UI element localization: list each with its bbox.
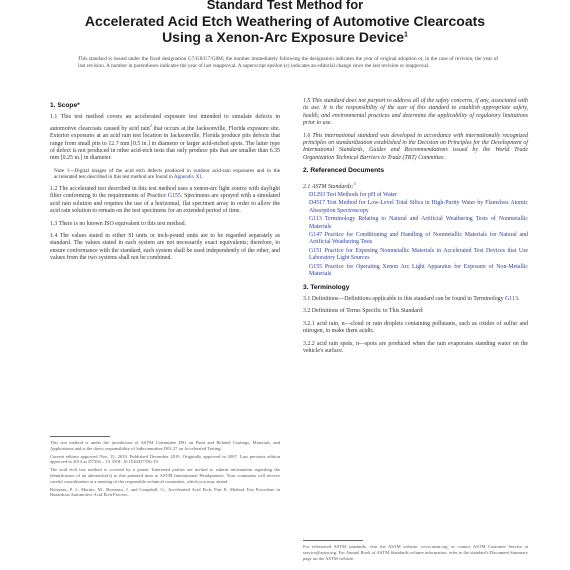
reference-title-link[interactable]: Terminology Relating to Natural and Artificial Weathering Tests of Nonmetallic Materials xyxy=(309,216,529,230)
section-1-1-text-b: that occurs at the Jacksonville, Florida exposure site. Exterior exposures at an acid rain test location in Jacksonville, Florida produce pits defects that range from small pits to 12.7 mm [0.5 in.] in diameter or larger acid-etched spots. The latter type of defect is not produced in other acid-etch tests that only produce pits that are smaller than 6.35 mm [0.25 in.] in diameter. xyxy=(50,125,280,162)
reference-item xyxy=(309,232,528,247)
section-1-2 xyxy=(50,186,280,216)
reference-code-link[interactable]: G155 xyxy=(309,263,323,270)
reference-item xyxy=(309,248,528,263)
designation-notice: This standard is issued under the fixed designation G7/G8/G7/G8M; the number immediately following the designation indicates the year of original adoption or, in the case of revision, the year of last revision. A number in parentheses indicates the year of last reapproval. A superscript epsilon (ε) indicates an editorial change since the last revision or reapproval. xyxy=(78,56,498,69)
reference-code-link[interactable]: G151 xyxy=(309,247,323,254)
section-1-2-text-a: 1.2 The accelerated test described in this test method uses a xenon-arc light source with daylight filter conforming to the requirements of Practice xyxy=(50,186,280,200)
section-1-5 xyxy=(303,98,528,128)
footnote-2: The acid etch test method is covered by a patent. Interested parties are invited to submit information regarding the identification of an alternative(s) to this patented item to ASTM International Headquarters. Your comments will receive careful consideration at a meeting of the responsible technical committee, which you may attend. xyxy=(50,467,280,484)
title-footnote-mark: 1 xyxy=(404,31,408,39)
note-1-text: Note 1—Digital images of the acid etch defects produced in outdoor acid-rain exposures and in the accelerated test described in this test method are found in xyxy=(54,167,280,181)
footnote-1: This test method is under the jurisdiction of ASTM Committee D01 on Paint and Related Coatings, Materials, and Applications and is the direct responsibility of Subcommittee D01.27 on Accelerated Testing. xyxy=(50,440,280,451)
terminology-heading: 3. Terminology xyxy=(303,283,350,291)
reference-code-link[interactable]: G147 xyxy=(309,232,323,239)
title-line-3-text: Using a Xenon-Arc Exposure Device xyxy=(162,29,405,45)
title-line-2: Accelerated Acid Etch Weathering of Automotive Clearcoats xyxy=(84,13,486,29)
footnote-mark-3: 3 xyxy=(353,180,356,186)
section-1-1 xyxy=(50,114,280,162)
reference-code-link[interactable]: G113 xyxy=(309,216,322,223)
note-1-end: . xyxy=(201,174,204,181)
section-3-2-2: 3.2.2 acid rain spots, n—spots are produced when the rain evaporates standing water on the vehicle's surface. xyxy=(303,340,528,354)
reference-item xyxy=(309,216,528,231)
section-1-5-text: 1.5 This standard does not purport to address all of the safety concerns, if any, associated with its use. It is the responsibility of the user of this standard to establish appropriate safety, health, and environmental practices and determine the applicability of regulatory limitations prior to use. xyxy=(303,98,528,127)
section-1-1-text-a: 1.1 This test method covers an accelerated exposure test intended to simulate defects in automotive clearcoats caused by acid rain xyxy=(50,114,280,132)
astm-standards-intro xyxy=(303,180,528,191)
section-3-2: 3.2 Definitions of Terms Specific to This Standard: xyxy=(303,308,424,315)
title-line-1: Standard Test Method for xyxy=(206,0,364,12)
astm-standards-intro-text: 2.1 ASTM Standards: xyxy=(303,183,354,190)
footnote-rule-left xyxy=(50,436,110,437)
title-line-3 xyxy=(0,29,570,45)
section-3-2-1: 3.2.1 acid rain, n—cloud or rain droplets containing pollutants, such as oxides of sulfur and nitrogen, to make them acidic. xyxy=(303,320,528,335)
section-1-6-text: 1.6 This international standard was developed in accordance with internationally recognized principles on standardization established in the Decision on Principles for the Development of International Standards, Guides and Recommendations issued by the World Trade Organization Technical Barriers to Trade (TBT) Committee. xyxy=(303,132,528,161)
g113-link[interactable]: G113 xyxy=(505,295,518,302)
scope-heading: 1. Scope* xyxy=(50,102,80,109)
left-column xyxy=(50,98,280,268)
reference-item xyxy=(309,264,528,279)
reference-title-link[interactable]: Test Method for Low-Level Total Silica in High-Purity Water by Flameless Atomic Absorption Spectroscopy xyxy=(309,200,528,214)
section-3-1 xyxy=(303,296,528,303)
footnotes-left xyxy=(50,440,280,498)
footnote-mark-2: 2 xyxy=(149,122,152,128)
reference-item xyxy=(309,200,528,215)
referenced-documents-heading: 2. Referenced Documents xyxy=(303,167,384,175)
reference-title-link[interactable]: Practice for Exposing Nonmetallic Materials in Accelerated Test Devices that Use Laboratory Light Sources xyxy=(309,247,528,262)
footnote-rule-right xyxy=(303,540,363,541)
section-3-1-end: . xyxy=(517,295,520,302)
reference-list xyxy=(303,192,528,278)
section-3-1-text: 3.1 Definitions—Definitions applicable to this standard can be found in Terminology xyxy=(303,295,506,302)
section-1-6 xyxy=(303,133,528,163)
footnote-right: For referenced ASTM standards, visit the ASTM website, www.astm.org, or contact ASTM Customer Service at service@astm.org. For Annual Book of ASTM Standards volume information, refer to the standard's Document Summary page on the ASTM website. xyxy=(303,544,528,561)
reference-title-link[interactable]: Practice for Operating Xenon Arc Light Apparatus for Exposure of Non-Metallic Materials xyxy=(309,263,528,278)
appendix-x1-link[interactable]: Appendix X1 xyxy=(173,174,202,181)
right-column xyxy=(303,98,528,360)
g155-link[interactable]: G155 xyxy=(167,193,181,200)
note-1 xyxy=(54,168,280,181)
footnote-3: Boisseau, P. J., Marino, M., Boisseau, J. and Campbell, G., Accelerated Acid Etch, Part II: Method Test Procedure in Hazardous Automotive Acid Etch Process... xyxy=(50,486,280,498)
section-1-3: 1.3 There is no known ISO equivalent to this test method. xyxy=(50,220,187,227)
reference-title-link[interactable]: Test Methods for pH of Water xyxy=(326,192,397,199)
section-1-2-text-b: . Specimens are sprayed with a simulated acid rain solution and requires the use of a horizontal, flat specimen array in order to allow the acid rain solution to remain on the test specimens for an extended period of time. xyxy=(50,193,280,215)
reference-code-link[interactable]: D1293 xyxy=(309,192,326,199)
reference-item xyxy=(309,192,528,199)
footnote-1-edition: Current edition approved Nov. 15, 2019. Published December 2019. Originally approved in 2007. Last previous edition approved in 2013 as D7356 – 13. DOI: 10.1520/D7356-19. xyxy=(50,453,280,465)
reference-title-link[interactable]: Practice for Conditioning and Handling of Nonmetallic Materials for Natural and Artificial Weathering Tests xyxy=(309,232,528,246)
reference-code-link[interactable]: D4517 xyxy=(309,200,326,207)
section-1-4: 1.4 The values stated in either SI units or inch-pound units are to be regarded separately as standard. The values stated in each system are not necessarily exact equivalents; therefore, to ensure conformance with the standard, each system shall be used independently of the other, and values from the two systems shall not be combined. xyxy=(50,233,280,262)
